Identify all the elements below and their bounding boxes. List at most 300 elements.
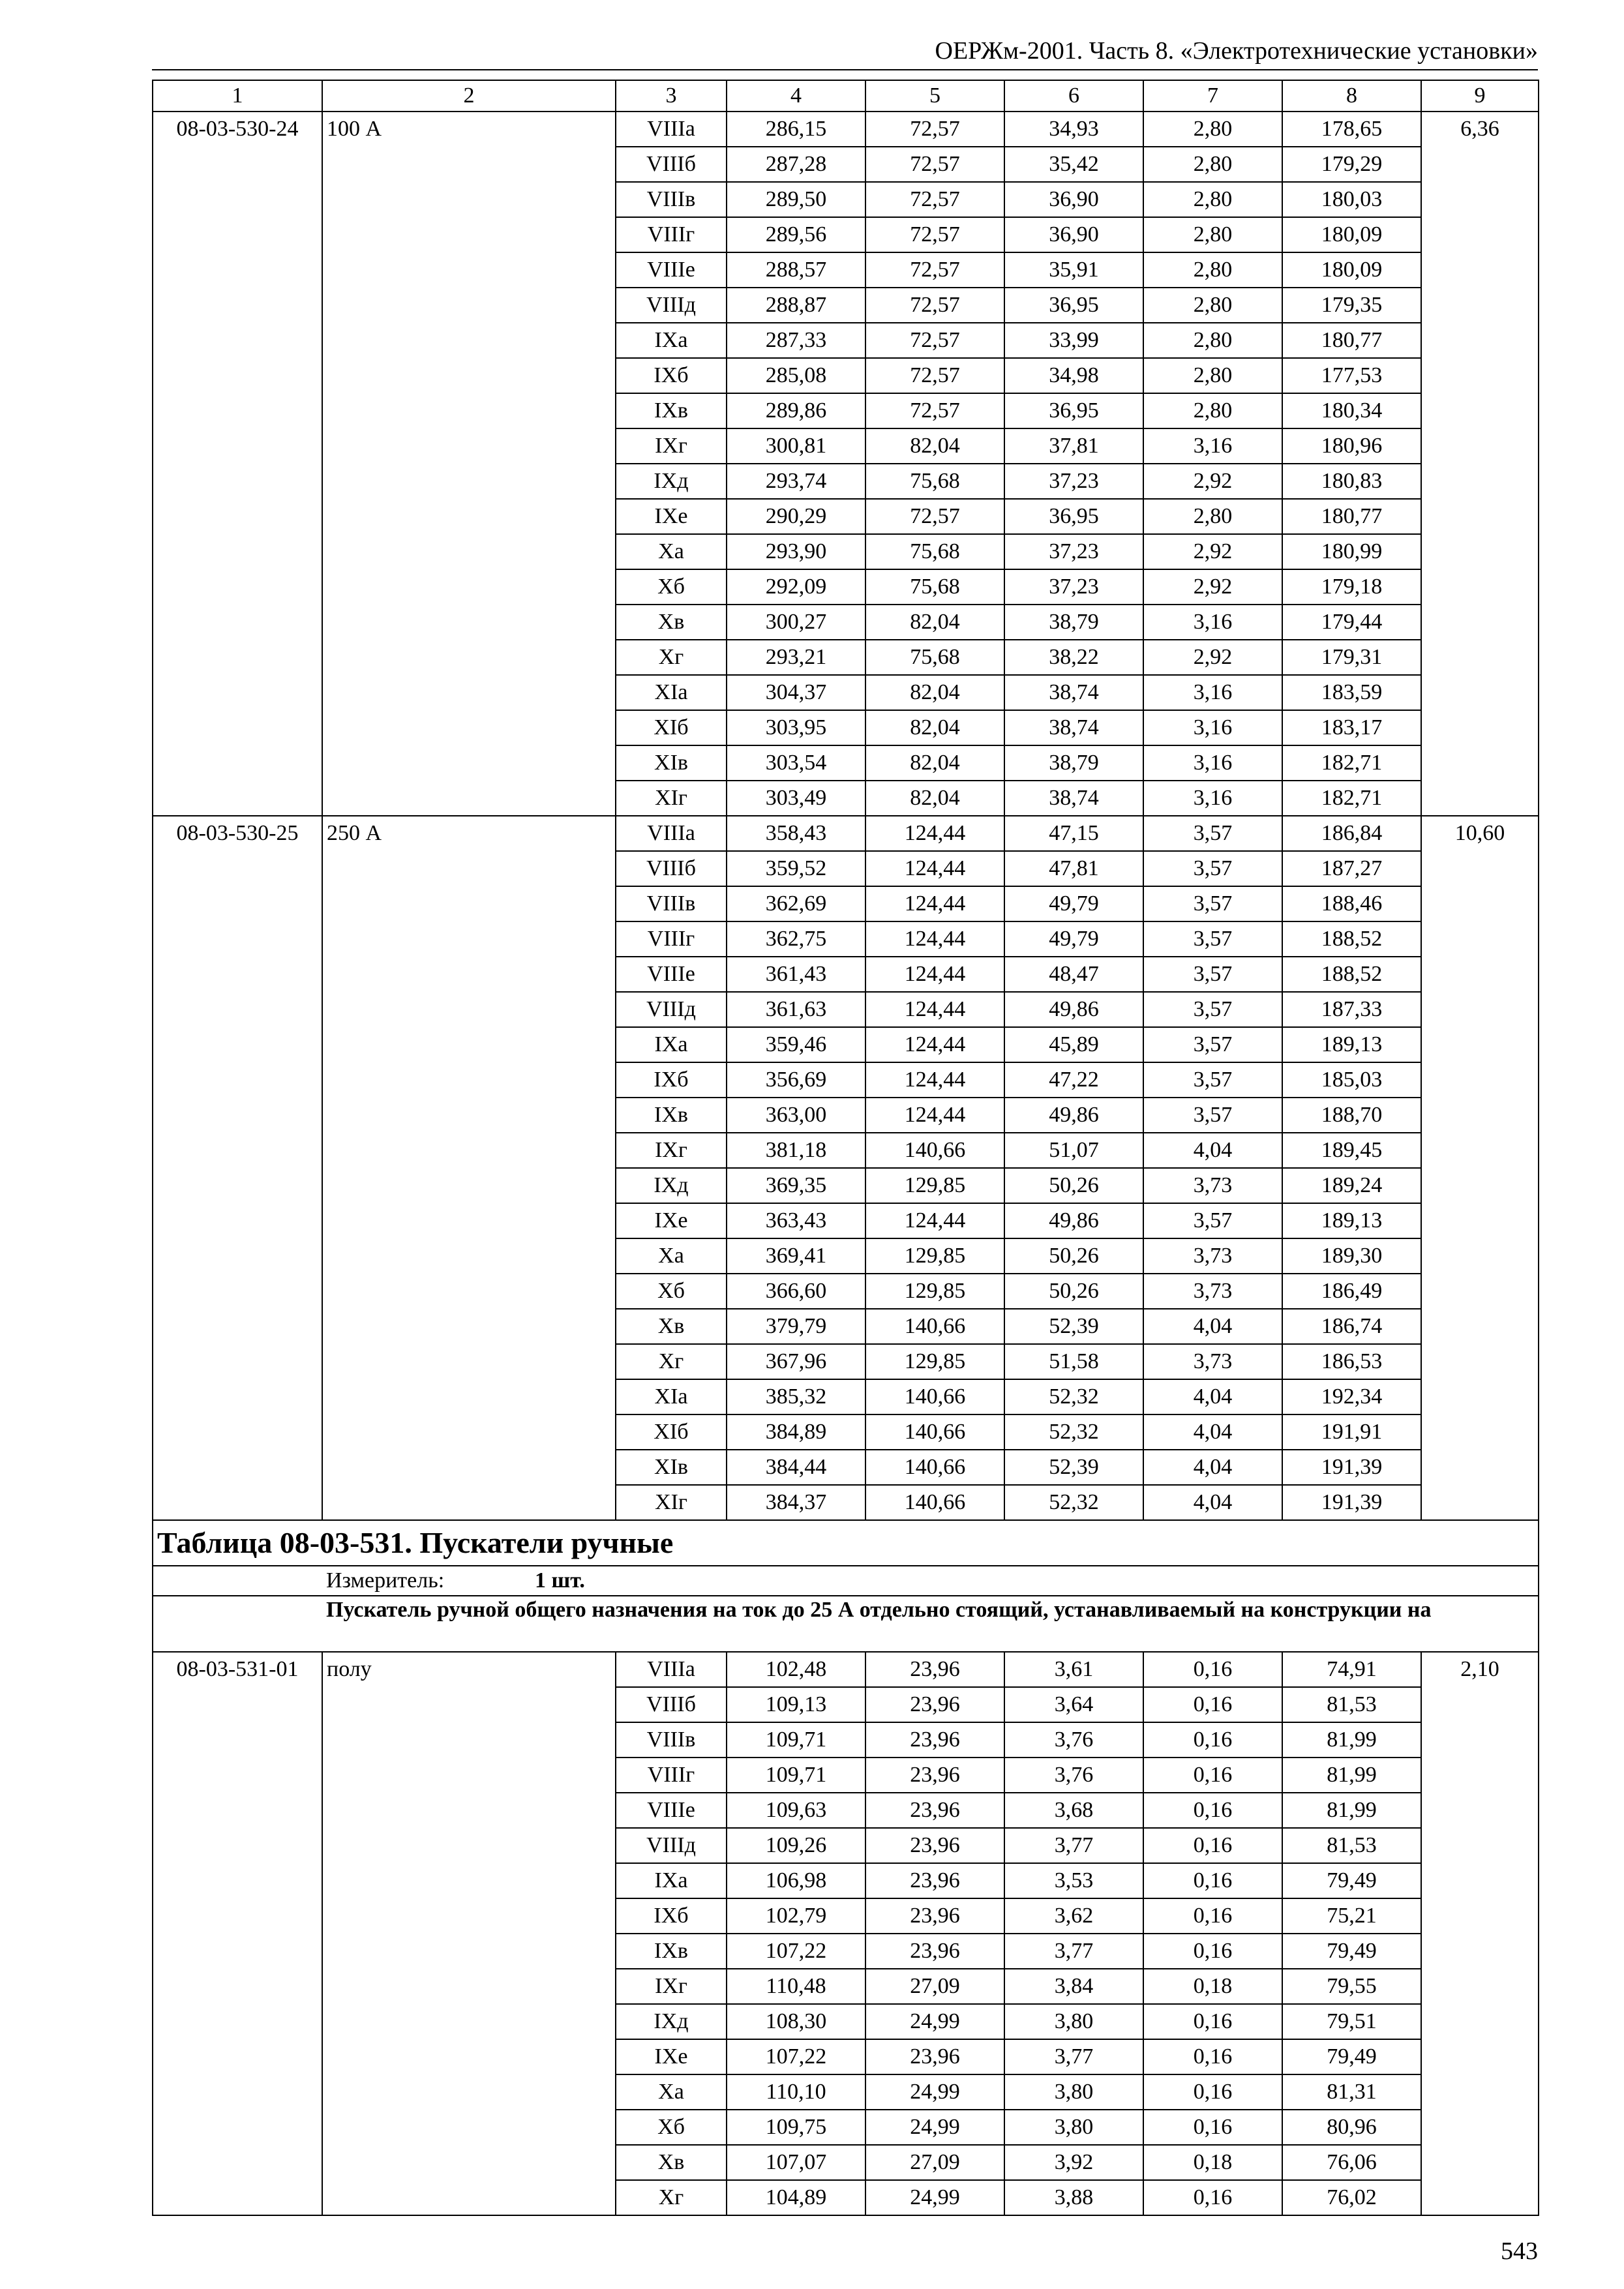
machine-cost: 36,95: [1004, 499, 1143, 534]
machinist-wage: 3,73: [1143, 1168, 1282, 1203]
document-title: ОЕРЖм-2001. Часть 8. «Электротехнические установки»: [935, 37, 1538, 65]
machine-cost: 51,07: [1004, 1133, 1143, 1168]
labor-cost: 129,85: [865, 1168, 1004, 1203]
measure-value: 1 шт.: [535, 1568, 585, 1593]
total-cost: 109,71: [727, 1758, 865, 1793]
machinist-wage: 4,04: [1143, 1450, 1282, 1485]
total-cost: 292,09: [727, 569, 865, 605]
material-cost: 180,77: [1282, 323, 1421, 358]
material-cost: 180,09: [1282, 252, 1421, 288]
region-zone: VIIIе: [616, 252, 727, 288]
region-zone: VIIIе: [616, 957, 727, 992]
region-zone: XIа: [616, 675, 727, 710]
machine-cost: 38,74: [1004, 710, 1143, 745]
rate-name: полу: [322, 1652, 616, 2215]
labor-hours: 2,10: [1421, 1652, 1539, 2215]
machinist-wage: 2,80: [1143, 288, 1282, 323]
machine-cost: 49,79: [1004, 921, 1143, 957]
material-cost: 180,99: [1282, 534, 1421, 569]
material-cost: 80,96: [1282, 2110, 1421, 2145]
region-zone: IXб: [616, 1062, 727, 1098]
total-cost: 109,71: [727, 1722, 865, 1758]
material-cost: 179,18: [1282, 569, 1421, 605]
region-zone: Xа: [616, 534, 727, 569]
region-zone: VIIIв: [616, 182, 727, 217]
region-zone: XIв: [616, 745, 727, 781]
machinist-wage: 0,16: [1143, 2180, 1282, 2215]
column-number: 3: [616, 80, 727, 112]
total-cost: 287,33: [727, 323, 865, 358]
labor-cost: 23,96: [865, 1758, 1004, 1793]
labor-cost: 27,09: [865, 1969, 1004, 2004]
total-cost: 384,37: [727, 1485, 865, 1520]
machinist-wage: 2,80: [1143, 323, 1282, 358]
machine-cost: 51,58: [1004, 1344, 1143, 1379]
total-cost: 363,43: [727, 1203, 865, 1238]
material-cost: 79,55: [1282, 1969, 1421, 2004]
labor-cost: 24,99: [865, 2004, 1004, 2039]
material-cost: 81,53: [1282, 1828, 1421, 1863]
machinist-wage: 3,57: [1143, 1027, 1282, 1062]
machinist-wage: 0,16: [1143, 1687, 1282, 1722]
measure-cell: [153, 1566, 1539, 1596]
machine-cost: 3,62: [1004, 1898, 1143, 1934]
total-cost: 107,22: [727, 2039, 865, 2074]
region-zone: IXе: [616, 2039, 727, 2074]
region-zone: XIб: [616, 1414, 727, 1450]
material-cost: 183,59: [1282, 675, 1421, 710]
region-zone: Xг: [616, 1344, 727, 1379]
total-cost: 385,32: [727, 1379, 865, 1414]
labor-cost: 23,96: [865, 1934, 1004, 1969]
column-number: 6: [1004, 80, 1143, 112]
total-cost: 381,18: [727, 1133, 865, 1168]
total-cost: 104,89: [727, 2180, 865, 2215]
total-cost: 102,79: [727, 1898, 865, 1934]
machine-cost: 34,93: [1004, 112, 1143, 147]
material-cost: 186,49: [1282, 1274, 1421, 1309]
total-cost: 359,52: [727, 851, 865, 886]
column-number: 7: [1143, 80, 1282, 112]
material-cost: 186,53: [1282, 1344, 1421, 1379]
labor-cost: 75,68: [865, 534, 1004, 569]
total-cost: 358,43: [727, 816, 865, 851]
machine-cost: 50,26: [1004, 1238, 1143, 1274]
column-number: 1: [153, 80, 322, 112]
total-cost: 109,13: [727, 1687, 865, 1722]
machinist-wage: 0,16: [1143, 1722, 1282, 1758]
total-cost: 285,08: [727, 358, 865, 393]
labor-cost: 140,66: [865, 1379, 1004, 1414]
machine-cost: 3,53: [1004, 1863, 1143, 1898]
material-cost: 180,03: [1282, 182, 1421, 217]
region-zone: IXе: [616, 1203, 727, 1238]
machinist-wage: 4,04: [1143, 1379, 1282, 1414]
material-cost: 182,71: [1282, 781, 1421, 816]
labor-cost: 129,85: [865, 1344, 1004, 1379]
total-cost: 109,63: [727, 1793, 865, 1828]
region-zone: VIIIг: [616, 921, 727, 957]
machinist-wage: 2,80: [1143, 499, 1282, 534]
labor-cost: 82,04: [865, 605, 1004, 640]
total-cost: 384,44: [727, 1450, 865, 1485]
machinist-wage: 0,16: [1143, 2110, 1282, 2145]
material-cost: 192,34: [1282, 1379, 1421, 1414]
machinist-wage: 3,57: [1143, 851, 1282, 886]
labor-cost: 23,96: [865, 1828, 1004, 1863]
column-number: 9: [1421, 80, 1539, 112]
region-zone: Xб: [616, 2110, 727, 2145]
machine-cost: 45,89: [1004, 1027, 1143, 1062]
region-zone: IXг: [616, 1133, 727, 1168]
labor-cost: 23,96: [865, 1898, 1004, 1934]
region-zone: IXв: [616, 1934, 727, 1969]
material-cost: 189,30: [1282, 1238, 1421, 1274]
labor-cost: 72,57: [865, 252, 1004, 288]
table-title-row: [153, 1520, 1539, 1566]
material-cost: 76,06: [1282, 2145, 1421, 2180]
region-zone: IXв: [616, 1098, 727, 1133]
machine-cost: 36,90: [1004, 217, 1143, 252]
table-531-header: [153, 1520, 1539, 1652]
machinist-wage: 2,80: [1143, 358, 1282, 393]
total-cost: 289,50: [727, 182, 865, 217]
material-cost: 81,53: [1282, 1687, 1421, 1722]
material-cost: 75,21: [1282, 1898, 1421, 1934]
region-zone: VIIIг: [616, 217, 727, 252]
labor-cost: 23,96: [865, 1793, 1004, 1828]
material-cost: 188,52: [1282, 957, 1421, 992]
region-zone: IXа: [616, 323, 727, 358]
labor-cost: 24,99: [865, 2180, 1004, 2215]
table-body-531: [153, 1652, 1539, 2215]
machine-cost: 3,80: [1004, 2074, 1143, 2110]
table-row: [153, 816, 1539, 851]
machine-cost: 34,98: [1004, 358, 1143, 393]
region-zone: VIIIд: [616, 288, 727, 323]
labor-cost: 124,44: [865, 1027, 1004, 1062]
material-cost: 178,65: [1282, 112, 1421, 147]
machine-cost: 36,95: [1004, 288, 1143, 323]
machine-cost: 50,26: [1004, 1274, 1143, 1309]
machinist-wage: 0,16: [1143, 1863, 1282, 1898]
material-cost: 81,31: [1282, 2074, 1421, 2110]
material-cost: 186,74: [1282, 1309, 1421, 1344]
machine-cost: 3,84: [1004, 1969, 1143, 2004]
total-cost: 304,37: [727, 675, 865, 710]
column-number: 8: [1282, 80, 1421, 112]
material-cost: 189,13: [1282, 1027, 1421, 1062]
machinist-wage: 0,16: [1143, 2004, 1282, 2039]
region-zone: VIIIб: [616, 851, 727, 886]
labor-cost: 124,44: [865, 957, 1004, 992]
machinist-wage: 2,80: [1143, 252, 1282, 288]
total-cost: 363,00: [727, 1098, 865, 1133]
machinist-wage: 3,57: [1143, 921, 1282, 957]
material-cost: 182,71: [1282, 745, 1421, 781]
machinist-wage: 3,73: [1143, 1238, 1282, 1274]
labor-cost: 72,57: [865, 393, 1004, 428]
machine-cost: 50,26: [1004, 1168, 1143, 1203]
labor-cost: 72,57: [865, 499, 1004, 534]
rate-code: 08-03-530-25: [153, 816, 322, 1520]
machinist-wage: 3,16: [1143, 605, 1282, 640]
machinist-wage: 0,18: [1143, 1969, 1282, 2004]
machine-cost: 52,32: [1004, 1379, 1143, 1414]
region-zone: VIIIа: [616, 816, 727, 851]
machinist-wage: 2,80: [1143, 112, 1282, 147]
machine-cost: 48,47: [1004, 957, 1143, 992]
region-zone: Xг: [616, 640, 727, 675]
region-zone: XIг: [616, 1485, 727, 1520]
machine-cost: 49,86: [1004, 1203, 1143, 1238]
machinist-wage: 0,16: [1143, 1793, 1282, 1828]
labor-cost: 75,68: [865, 569, 1004, 605]
total-cost: 290,29: [727, 499, 865, 534]
material-cost: 79,51: [1282, 2004, 1421, 2039]
region-zone: IXв: [616, 393, 727, 428]
machinist-wage: 2,92: [1143, 464, 1282, 499]
material-cost: 188,46: [1282, 886, 1421, 921]
labor-hours: 10,60: [1421, 816, 1539, 1520]
labor-cost: 124,44: [865, 1203, 1004, 1238]
machinist-wage: 0,16: [1143, 2039, 1282, 2074]
region-zone: IXа: [616, 1027, 727, 1062]
column-number: 2: [322, 80, 616, 112]
region-zone: Xг: [616, 2180, 727, 2215]
machinist-wage: 2,80: [1143, 217, 1282, 252]
labor-cost: 140,66: [865, 1450, 1004, 1485]
machine-cost: 36,95: [1004, 393, 1143, 428]
labor-cost: 23,96: [865, 2039, 1004, 2074]
total-cost: 367,96: [727, 1344, 865, 1379]
material-cost: 179,29: [1282, 147, 1421, 182]
labor-cost: 140,66: [865, 1309, 1004, 1344]
total-cost: 303,49: [727, 781, 865, 816]
machine-cost: 52,39: [1004, 1450, 1143, 1485]
labor-cost: 23,96: [865, 1863, 1004, 1898]
region-zone: VIIIд: [616, 1828, 727, 1863]
region-zone: IXд: [616, 464, 727, 499]
material-cost: 79,49: [1282, 1934, 1421, 1969]
region-zone: VIIIд: [616, 992, 727, 1027]
total-cost: 362,69: [727, 886, 865, 921]
machine-cost: 3,77: [1004, 1934, 1143, 1969]
machine-cost: 52,32: [1004, 1485, 1143, 1520]
machine-cost: 3,64: [1004, 1687, 1143, 1722]
machine-cost: 3,88: [1004, 2180, 1143, 2215]
labor-cost: 124,44: [865, 992, 1004, 1027]
region-zone: XIв: [616, 1450, 727, 1485]
machinist-wage: 4,04: [1143, 1414, 1282, 1450]
machine-cost: 36,90: [1004, 182, 1143, 217]
material-cost: 187,27: [1282, 851, 1421, 886]
machine-cost: 3,61: [1004, 1652, 1143, 1687]
material-cost: 179,35: [1282, 288, 1421, 323]
region-zone: Xв: [616, 605, 727, 640]
material-cost: 81,99: [1282, 1758, 1421, 1793]
labor-cost: 129,85: [865, 1238, 1004, 1274]
machinist-wage: 0,16: [1143, 1652, 1282, 1687]
machinist-wage: 3,16: [1143, 428, 1282, 464]
machinist-wage: 0,18: [1143, 2145, 1282, 2180]
labor-cost: 72,57: [865, 147, 1004, 182]
page-header: [152, 35, 1538, 70]
material-cost: 189,45: [1282, 1133, 1421, 1168]
material-cost: 188,52: [1282, 921, 1421, 957]
machine-cost: 49,79: [1004, 886, 1143, 921]
region-zone: IXг: [616, 1969, 727, 2004]
machinist-wage: 2,80: [1143, 147, 1282, 182]
machinist-wage: 3,57: [1143, 957, 1282, 992]
machinist-wage: 4,04: [1143, 1485, 1282, 1520]
material-cost: 187,33: [1282, 992, 1421, 1027]
total-cost: 384,89: [727, 1414, 865, 1450]
total-cost: 293,90: [727, 534, 865, 569]
region-zone: Xб: [616, 569, 727, 605]
material-cost: 180,96: [1282, 428, 1421, 464]
total-cost: 303,54: [727, 745, 865, 781]
machine-cost: 35,91: [1004, 252, 1143, 288]
material-cost: 76,02: [1282, 2180, 1421, 2215]
machine-cost: 37,23: [1004, 534, 1143, 569]
machinist-wage: 0,16: [1143, 1898, 1282, 1934]
material-cost: 191,39: [1282, 1485, 1421, 1520]
labor-cost: 140,66: [865, 1414, 1004, 1450]
total-cost: 109,75: [727, 2110, 865, 2145]
machinist-wage: 3,57: [1143, 1203, 1282, 1238]
region-zone: VIIIе: [616, 1793, 727, 1828]
total-cost: 102,48: [727, 1652, 865, 1687]
machine-cost: 37,23: [1004, 569, 1143, 605]
material-cost: 191,39: [1282, 1450, 1421, 1485]
machine-cost: 52,32: [1004, 1414, 1143, 1450]
total-cost: 379,79: [727, 1309, 865, 1344]
labor-cost: 82,04: [865, 710, 1004, 745]
total-cost: 300,27: [727, 605, 865, 640]
material-cost: 188,70: [1282, 1098, 1421, 1133]
labor-cost: 124,44: [865, 1098, 1004, 1133]
total-cost: 361,43: [727, 957, 865, 992]
material-cost: 180,34: [1282, 393, 1421, 428]
region-zone: VIIIб: [616, 1687, 727, 1722]
machinist-wage: 3,16: [1143, 745, 1282, 781]
labor-cost: 124,44: [865, 816, 1004, 851]
measure-label: Измеритель:: [326, 1568, 445, 1593]
machinist-wage: 3,73: [1143, 1274, 1282, 1309]
region-zone: Xв: [616, 1309, 727, 1344]
total-cost: 287,28: [727, 147, 865, 182]
region-zone: IXе: [616, 499, 727, 534]
machine-cost: 37,23: [1004, 464, 1143, 499]
labor-cost: 82,04: [865, 428, 1004, 464]
machine-cost: 38,79: [1004, 605, 1143, 640]
machinist-wage: 0,16: [1143, 1934, 1282, 1969]
total-cost: 110,48: [727, 1969, 865, 2004]
region-zone: IXб: [616, 358, 727, 393]
total-cost: 288,57: [727, 252, 865, 288]
material-cost: 180,09: [1282, 217, 1421, 252]
labor-cost: 75,68: [865, 464, 1004, 499]
machine-cost: 47,15: [1004, 816, 1143, 851]
machinist-wage: 2,80: [1143, 182, 1282, 217]
region-zone: VIIIб: [616, 147, 727, 182]
machinist-wage: 3,16: [1143, 710, 1282, 745]
region-zone: Xа: [616, 2074, 727, 2110]
header-rule: [152, 69, 1538, 70]
total-cost: 107,22: [727, 1934, 865, 1969]
region-zone: IXг: [616, 428, 727, 464]
rate-name: 100 А: [322, 112, 616, 816]
labor-cost: 140,66: [865, 1485, 1004, 1520]
total-cost: 110,10: [727, 2074, 865, 2110]
column-number: 5: [865, 80, 1004, 112]
total-cost: 300,81: [727, 428, 865, 464]
machine-cost: 3,76: [1004, 1758, 1143, 1793]
region-zone: XIг: [616, 781, 727, 816]
machine-cost: 3,68: [1004, 1793, 1143, 1828]
material-cost: 177,53: [1282, 358, 1421, 393]
labor-cost: 24,99: [865, 2110, 1004, 2145]
labor-cost: 72,57: [865, 182, 1004, 217]
rate-code: 08-03-530-24: [153, 112, 322, 816]
labor-cost: 23,96: [865, 1652, 1004, 1687]
table-row: [153, 112, 1539, 147]
material-cost: 179,44: [1282, 605, 1421, 640]
region-zone: IXб: [616, 1898, 727, 1934]
table-row: [153, 1652, 1539, 1687]
region-zone: VIIIв: [616, 886, 727, 921]
labor-cost: 124,44: [865, 1062, 1004, 1098]
machinist-wage: 3,16: [1143, 675, 1282, 710]
labor-cost: 124,44: [865, 886, 1004, 921]
total-cost: 288,87: [727, 288, 865, 323]
total-cost: 289,86: [727, 393, 865, 428]
region-zone: XIб: [616, 710, 727, 745]
labor-cost: 140,66: [865, 1133, 1004, 1168]
machinist-wage: 2,80: [1143, 393, 1282, 428]
machinist-wage: 0,16: [1143, 1758, 1282, 1793]
rates-table: [152, 80, 1539, 2216]
table-title: Таблица 08-03-531. Пускатели ручные: [153, 1520, 1539, 1566]
material-cost: 180,83: [1282, 464, 1421, 499]
material-cost: 74,91: [1282, 1652, 1421, 1687]
labor-cost: 72,57: [865, 323, 1004, 358]
material-cost: 186,84: [1282, 816, 1421, 851]
machinist-wage: 0,16: [1143, 1828, 1282, 1863]
machinist-wage: 3,57: [1143, 1062, 1282, 1098]
total-cost: 361,63: [727, 992, 865, 1027]
machinist-wage: 3,16: [1143, 781, 1282, 816]
material-cost: 79,49: [1282, 1863, 1421, 1898]
labor-cost: 82,04: [865, 675, 1004, 710]
total-cost: 369,35: [727, 1168, 865, 1203]
labor-cost: 124,44: [865, 851, 1004, 886]
total-cost: 286,15: [727, 112, 865, 147]
region-zone: Xб: [616, 1274, 727, 1309]
total-cost: 362,75: [727, 921, 865, 957]
labor-cost: 23,96: [865, 1687, 1004, 1722]
labor-cost: 72,57: [865, 358, 1004, 393]
machinist-wage: 3,73: [1143, 1344, 1282, 1379]
labor-cost: 72,57: [865, 217, 1004, 252]
machine-cost: 35,42: [1004, 147, 1143, 182]
labor-cost: 72,57: [865, 112, 1004, 147]
material-cost: 185,03: [1282, 1062, 1421, 1098]
rate-code: 08-03-531-01: [153, 1652, 322, 2215]
page-number: 543: [1501, 2237, 1538, 2265]
description-row: [153, 1596, 1539, 1652]
